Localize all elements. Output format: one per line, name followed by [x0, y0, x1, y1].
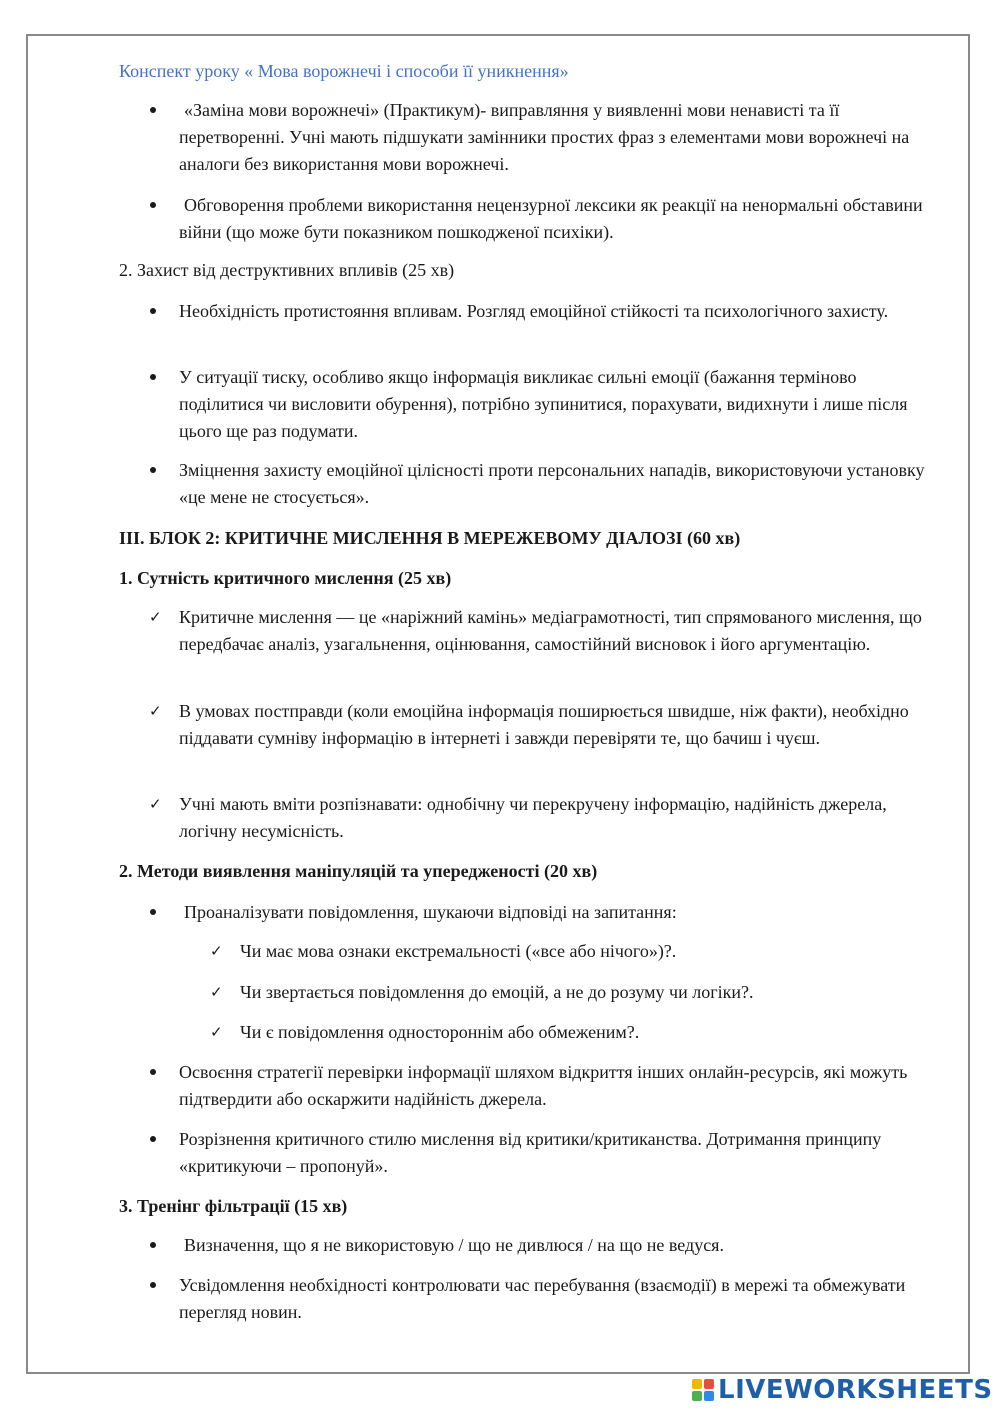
logo-text: LIVEWORKSHEETS — [718, 1375, 993, 1405]
bullet-icon — [150, 1242, 156, 1248]
bullet-icon — [150, 1282, 156, 1288]
list-item — [149, 791, 939, 845]
logo-icon — [692, 1379, 714, 1401]
bullet-icon — [150, 1069, 156, 1075]
list-item-text: Освоєння стратегії перевірки інформації шляхом відкриття інших онлайн-ресурсів, які можуть підтвердити або оскаржити надійність джерела. — [179, 1062, 908, 1109]
list-item-text: Чи звертається повідомлення до емоцій, а не до розуму чи логіки?. — [240, 982, 754, 1002]
section-heading: 2. Методи виявлення маніпуляцій та упередженості (20 хв) — [119, 861, 598, 881]
list-item-text: У ситуації тиску, особливо якщо інформація викликає сильні емоції (бажання терміново поділитися чи висловити обурення), потрібно зупинитися, порахувати, видихнути і лише після цього ще раз подумати. — [179, 367, 908, 441]
list-item-text: Учні мають вміти розпізнавати: однобічну чи перекручену інформацію, надійність джерела, логічну несумісність. — [179, 794, 887, 841]
list-item-text: Проаналізувати повідомлення, шукаючи відповіді на запитання: — [184, 902, 677, 922]
list-item — [179, 1232, 939, 1259]
list-item-text: Усвідомлення необхідності контролювати час перебування (взаємодії) в мережі та обмежувати перегляд новин. — [179, 1275, 906, 1322]
checkmark-icon: ✓ — [149, 702, 162, 720]
list-item-text: Чи є повідомлення одностороннім або обмеженим?. — [240, 1022, 640, 1042]
list-item-text: Визначення, що я не використовую / що не дивлюся / на що не ведуся. — [184, 1235, 724, 1255]
bullet-icon — [150, 202, 156, 208]
bullet-icon — [150, 909, 156, 915]
bullet-icon — [150, 107, 156, 113]
checkmark-icon: ✓ — [149, 608, 162, 626]
list-item — [149, 604, 939, 658]
checkmark-icon: ✓ — [210, 983, 223, 1001]
list-item-text: Критичне мислення — це «наріжний камінь» медіаграмотності, тип спрямованого мислення, що передбачає аналіз, узагальнення, оцінювання, самостійний висновок і його аргументацію. — [179, 607, 922, 654]
list-item-text: Чи має мова ознаки екстремальності («все або нічого»)?. — [240, 941, 677, 961]
section-heading: 1. Сутність критичного мислення (25 хв) — [119, 568, 452, 588]
list-item-text: «Заміна мови ворожнечі» (Практикум)- виправляння у виявленні мови ненависті та її перетворенні. Учні мають підшукати замінники простих фраз з елементами мови ворожнечі на аналоги без використання мови ворожнечі. — [179, 100, 910, 174]
checkmark-icon: ✓ — [210, 1023, 223, 1041]
list-item — [179, 457, 939, 511]
list-item — [179, 364, 939, 445]
list-item — [179, 1126, 939, 1180]
list-item — [210, 938, 940, 965]
document-header: Конспект уроку « Мова ворожнечі і способи її уникнення» — [119, 61, 569, 81]
list-item — [179, 192, 939, 246]
list-item — [149, 698, 939, 752]
list-item-text: Зміцнення захисту емоційної цілісності проти персональних нападів, використовуючи установку «це мене не стосується». — [179, 460, 925, 507]
section-heading: 2. Захист від деструктивних впливів (25 хв) — [119, 260, 455, 280]
bullet-icon — [150, 467, 156, 473]
section-heading: 3. Тренінг фільтрації (15 хв) — [119, 1196, 348, 1216]
checkmark-icon: ✓ — [149, 795, 162, 813]
list-item — [179, 97, 939, 178]
bullet-icon — [150, 374, 156, 380]
list-item — [179, 1059, 939, 1113]
list-item-text: Обговорення проблеми використання нецензурної лексики як реакції на ненормальні обставини війни (що може бути показником пошкодженої психіки). — [179, 195, 923, 242]
list-item-text: Розрізнення критичного стилю мислення від критики/критиканства. Дотримання принципу «критикуючи – пропонуй». — [179, 1129, 882, 1176]
list-item — [179, 899, 939, 926]
list-item — [210, 1019, 940, 1046]
list-item — [179, 1272, 939, 1326]
list-item-text: В умовах постправди (коли емоційна інформація поширюється швидше, ніж факти), необхідно піддавати сумніву інформацію в інтернеті і завжди перевіряти те, що бачиш і чуєш. — [179, 701, 909, 748]
bullet-icon — [150, 1136, 156, 1142]
list-item — [210, 979, 940, 1006]
liveworksheets-logo[interactable] — [692, 1377, 993, 1403]
block-heading: ІІІ. БЛОК 2: КРИТИЧНЕ МИСЛЕННЯ В МЕРЕЖЕВОМУ ДІАЛОЗІ (60 хв) — [119, 528, 741, 548]
list-item-text: Необхідність протистояння впливам. Розгляд емоційної стійкості та психологічного захисту. — [179, 301, 889, 321]
bullet-icon — [150, 308, 156, 314]
list-item — [179, 298, 939, 325]
checkmark-icon: ✓ — [210, 942, 223, 960]
